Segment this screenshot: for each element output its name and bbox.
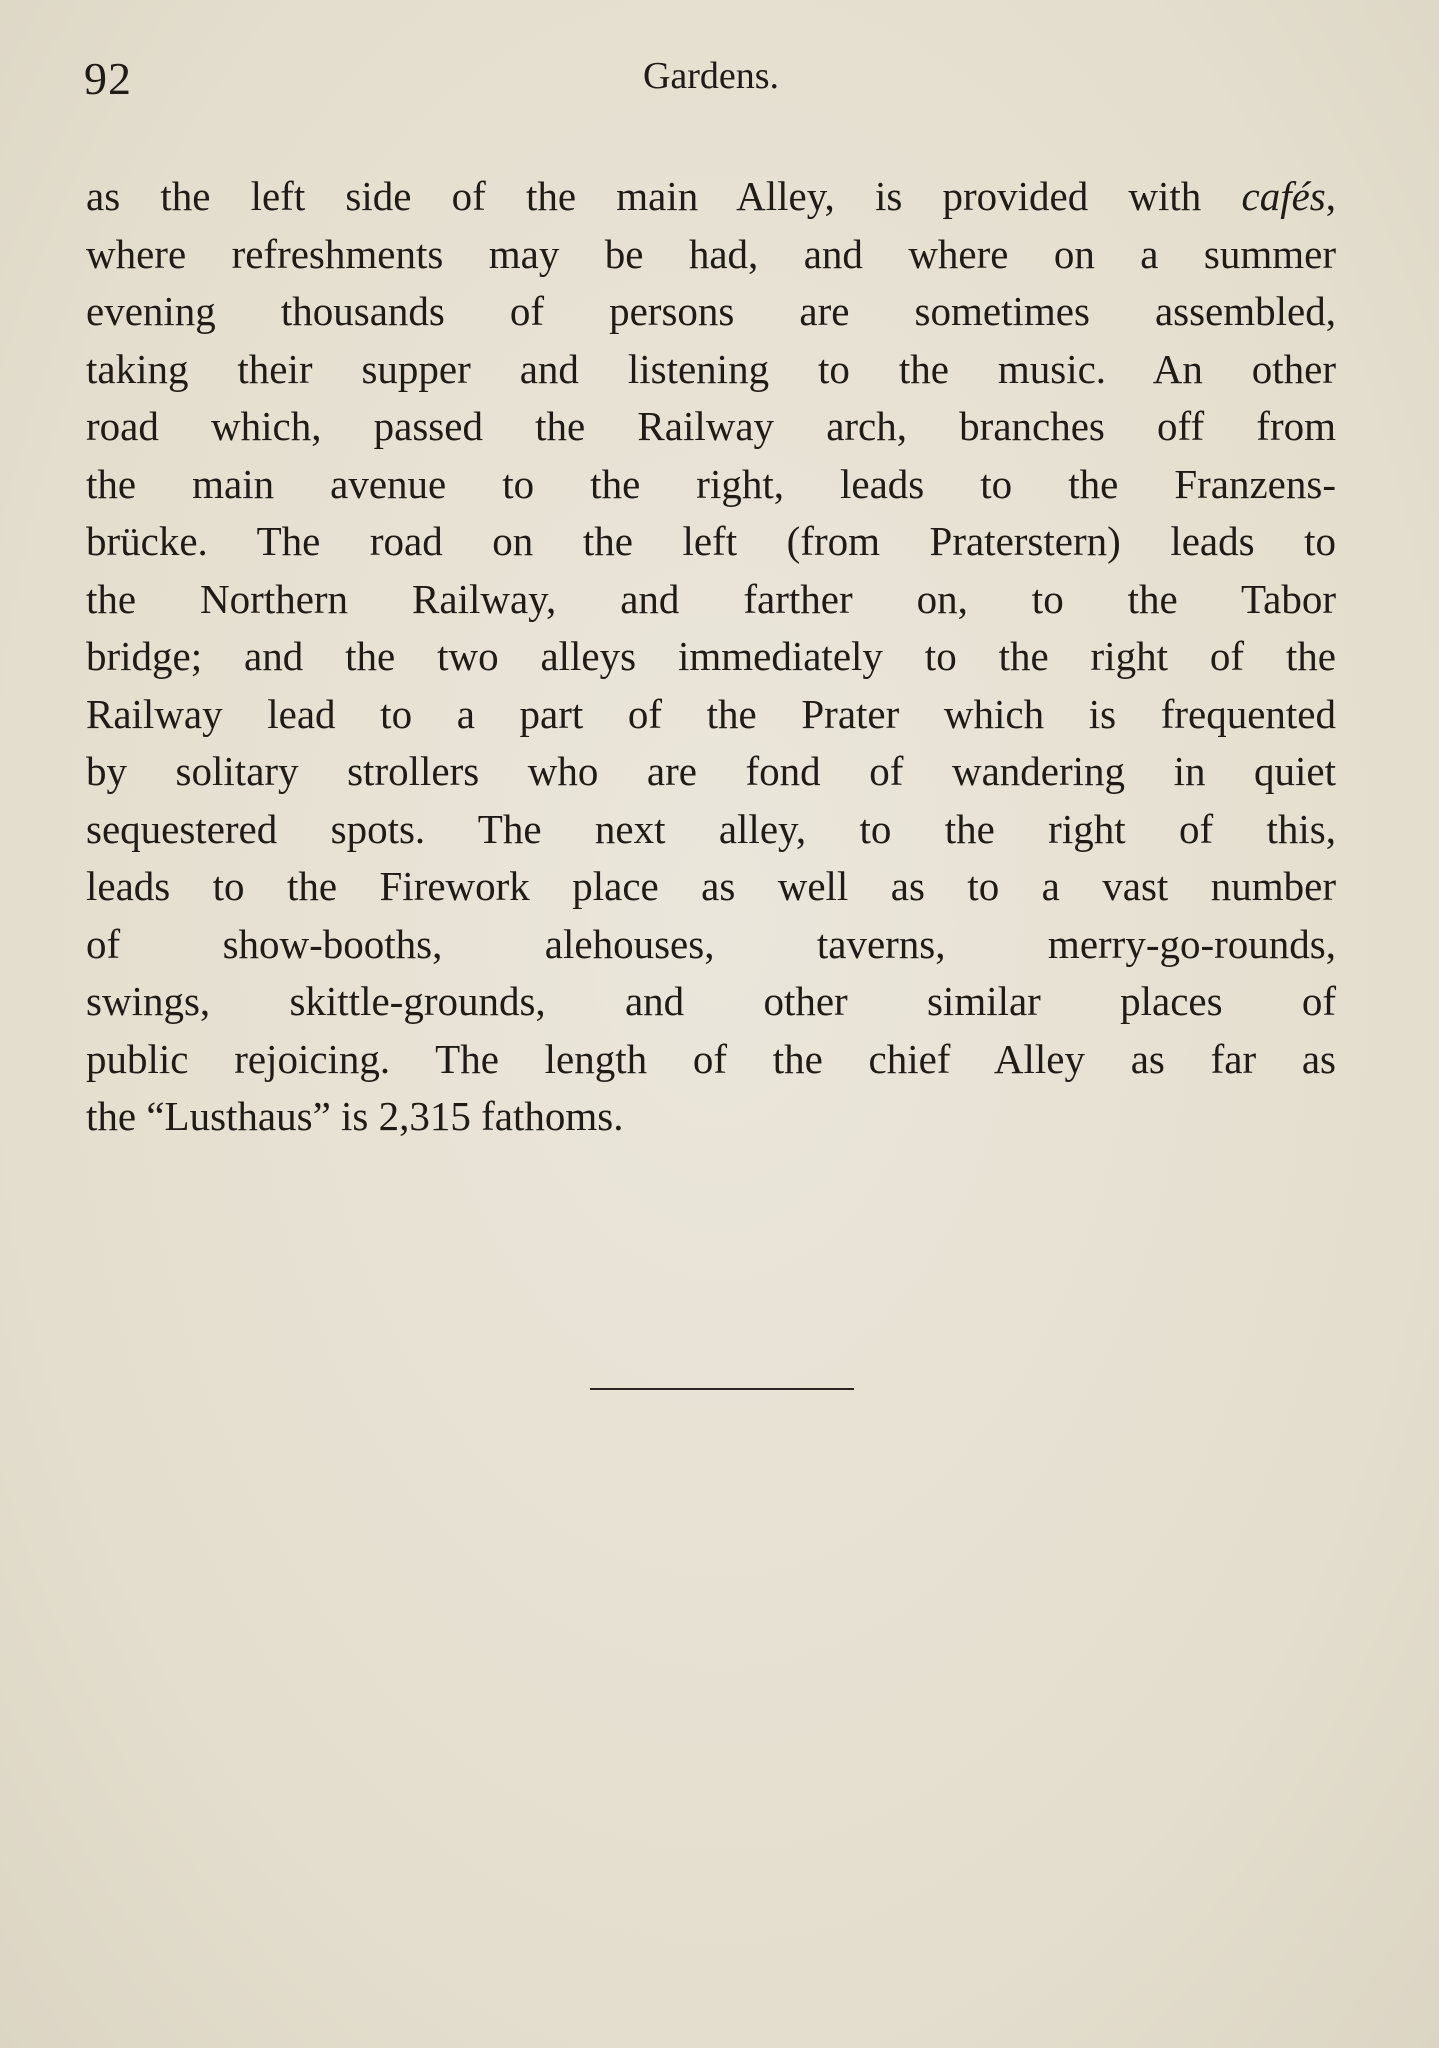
- page-number: 92: [84, 53, 132, 104]
- running-head: [84, 52, 1338, 112]
- text-line: of show-booths, alehouses, taverns, merry-go-rounds,: [86, 920, 1336, 967]
- text-line: as the left side of the main Alley, is provided with cafés,: [86, 173, 1336, 219]
- text-line: Railway lead to a part of the Prater which is frequented: [86, 690, 1336, 737]
- text-line: leads to the Firework place as well as to a vast number: [86, 863, 1336, 909]
- text-line: where refreshments may be had, and where on a summer: [86, 230, 1336, 277]
- text-line: sequestered spots. The next alley, to the right of this,: [86, 805, 1336, 852]
- text-line: taking their supper and listening to the music. An other: [86, 345, 1336, 392]
- body-paragraph: [86, 168, 1336, 1146]
- text-line-last: the “Lusthaus” is 2,315 fathoms.: [86, 1093, 624, 1139]
- text-line: swings, skittle-grounds, and other similar places of: [86, 978, 1336, 1024]
- text-line: public rejoicing. The length of the chief Alley as far as: [86, 1035, 1336, 1082]
- text-line: the main avenue to the right, leads to the Franzens-: [86, 460, 1336, 507]
- show-through-texture: [86, 1150, 1336, 1910]
- text-line: the Northern Railway, and farther on, to the Tabor: [86, 575, 1336, 622]
- text-line: by solitary strollers who are fond of wandering in quiet: [86, 748, 1336, 794]
- running-title: Gardens.: [642, 55, 780, 97]
- text-line: evening thousands of persons are sometimes assembled,: [86, 288, 1336, 334]
- text-line: bridge; and the two alleys immediately to the right of the: [86, 633, 1336, 679]
- text-line: brücke. The road on the left (from Praterstern) leads to: [86, 518, 1336, 564]
- text-line: road which, passed the Railway arch, branches off from: [86, 403, 1336, 449]
